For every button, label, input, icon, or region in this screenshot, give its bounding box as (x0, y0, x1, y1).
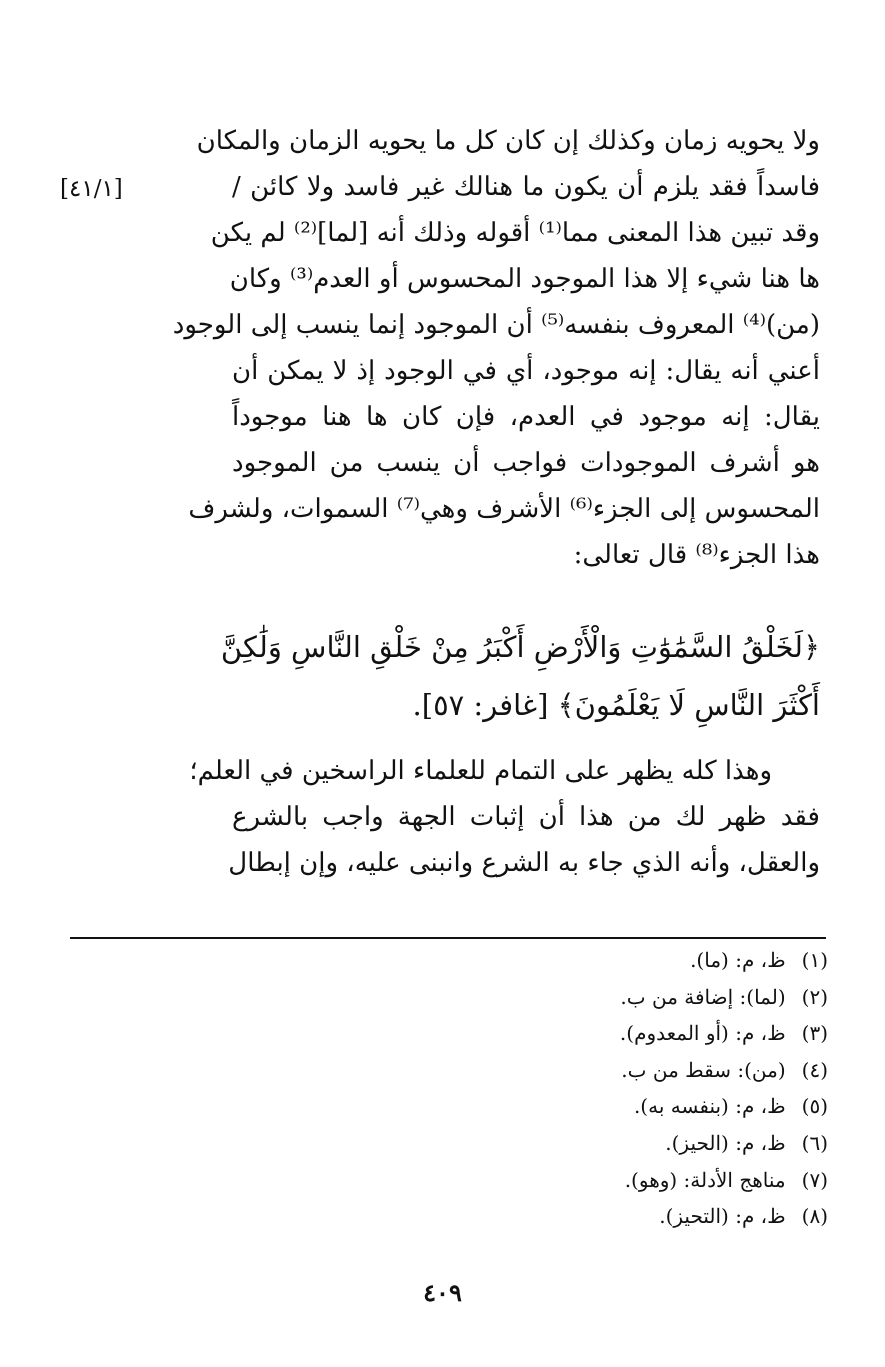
footnote-number: (٨) (801, 1204, 828, 1229)
footnote-text: ظ، م: (الحيز). (665, 1130, 786, 1155)
text-line: وهذا كله يظهر على التمام للعلماء الراسخين في العلم؛ (189, 756, 772, 786)
text-line: هو أشرف الموجودات فواجب أن ينسب من الموجود (232, 448, 820, 478)
footnote-divider (70, 937, 826, 939)
footnote-number: (١) (801, 948, 828, 972)
footnote-number: (٢) (801, 984, 828, 1009)
quran-verse (220, 618, 820, 734)
verse-line: أَكْثَرَ النَّاسِ لَا يَعْلَمُونَ﴾ [غافر: ٥٧]. (412, 688, 820, 722)
text-line: وقد تبين هذا المعنى مما⁽¹⁾ أقوله وذلك أنه [لما]⁽²⁾ لم يكن (210, 218, 820, 248)
footnote-text: مناهج الأدلة: (وهو). (624, 1167, 786, 1192)
footnote-text: ظ، م: (أو المعدوم). (619, 1021, 786, 1046)
footnote (232, 1125, 828, 1162)
footnote (232, 1162, 828, 1199)
text-line: يقال: إنه موجود في العدم، فإن كان ها هنا موجوداً (232, 402, 820, 432)
footnote (232, 1088, 828, 1125)
page-number: ٤٠٩ (423, 1278, 462, 1307)
footnotes (232, 942, 828, 1235)
footnote-text: ظ، م: (بنفسه به). (633, 1094, 786, 1119)
text-line: أعني أنه يقال: إنه موجود، أي في الوجود إذ لا يمكن أن (232, 356, 820, 386)
text-line: ولا يحويه زمان وكذلك إن كان كل ما يحويه الزمان والمكان (196, 126, 820, 156)
footnote (232, 1052, 828, 1089)
text-line: ها هنا شيء إلا هذا الموجود المحسوس أو العدم⁽³⁾ وكان (229, 264, 820, 294)
footnote-text: (من): سقط من ب. (621, 1057, 786, 1082)
footnote (232, 979, 828, 1016)
footnote-text: ظ، م: (ما). (690, 948, 786, 972)
text-line: هذا الجزء⁽⁸⁾ قال تعالى: (573, 540, 820, 570)
footnote (232, 1015, 828, 1052)
text-line: (من)⁽⁴⁾ المعروف بنفسه⁽⁵⁾ أن الموجود إنما ينسب إلى الوجود (172, 310, 820, 340)
footnote-text: ظ، م: (التحيز). (659, 1204, 786, 1229)
footnote-number: (٤) (801, 1057, 828, 1082)
footnote-text: (لما): إضافة من ب. (620, 984, 786, 1009)
text-line: فقد ظهر لك من هذا أن إثبات الجهة واجب بالشرع (232, 802, 820, 832)
verse-line: ﴿لَخَلْقُ السَّمَٰوَٰتِ وَالْأَرْضِ أَكْبَرُ مِنْ خَلْقِ النَّاسِ وَلَٰكِنَّ (220, 630, 820, 664)
text-line: المحسوس إلى الجزء⁽⁶⁾ الأشرف وهي⁽⁷⁾ السموات، ولشرف (188, 494, 820, 524)
text-line: فاسداً فقد يلزم أن يكون ما هنالك غير فاسد ولا كائن / (232, 172, 820, 202)
footnote-number: (٧) (801, 1167, 828, 1192)
footnote-number: (٥) (801, 1094, 828, 1119)
footnote (232, 1198, 828, 1235)
footnote-number: (٦) (801, 1130, 828, 1155)
footnote-number: (٣) (801, 1021, 828, 1046)
page-reference: [٤١/١] (60, 176, 123, 202)
continuation-text (189, 748, 820, 886)
text-line: والعقل، وأنه الذي جاء به الشرع وانبنى عليه، وإن إبطال (228, 848, 820, 878)
footnote (232, 942, 828, 979)
main-text (172, 118, 820, 578)
